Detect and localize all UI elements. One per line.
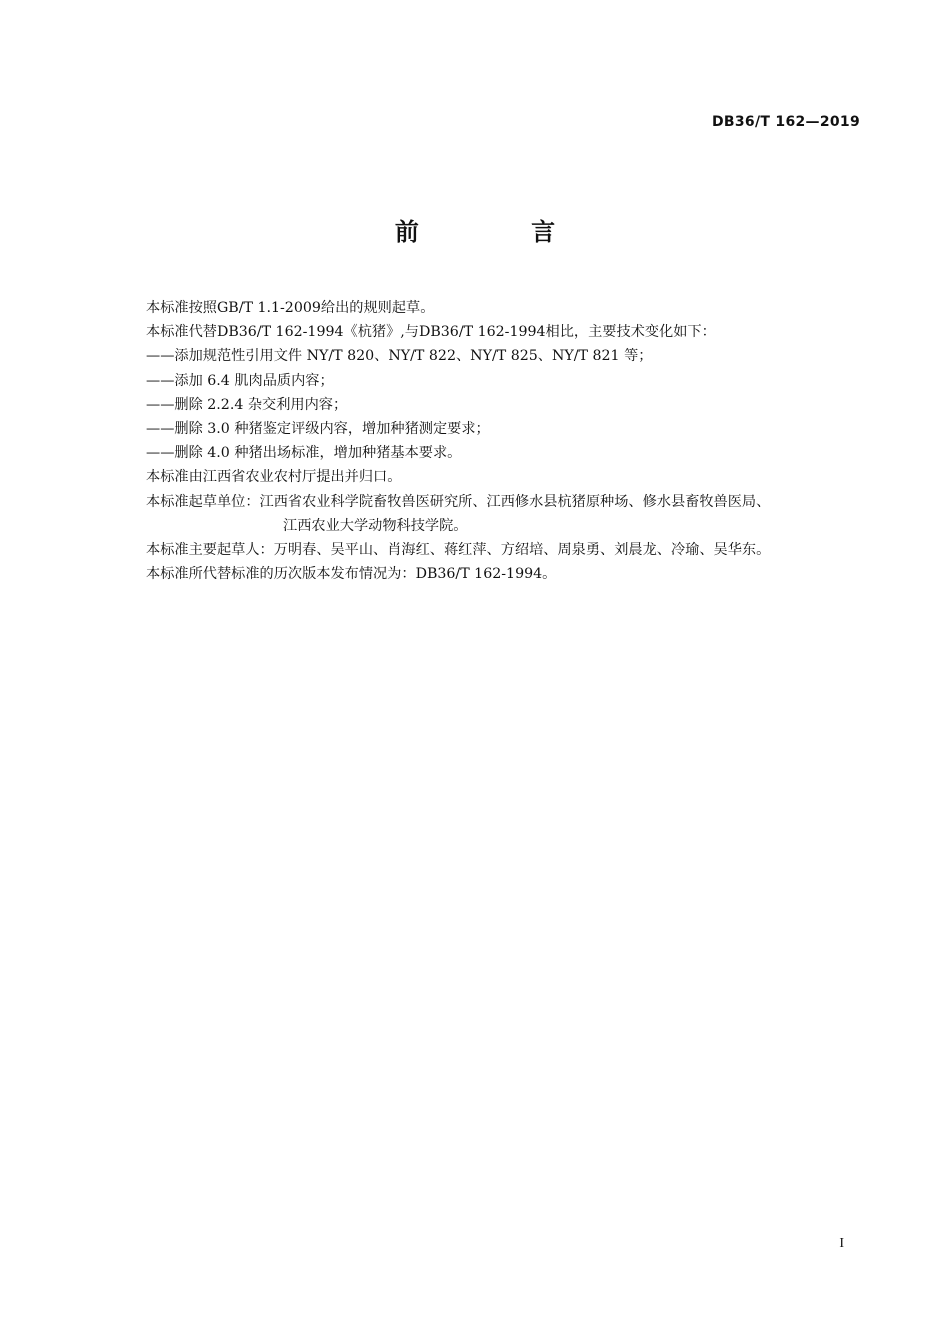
- paragraph-drafting-units: 本标准起草单位：江西省农业科学院畜牧兽医研究所、江西修水县杭猪原种场、修水县畜牧兽医局、: [146, 493, 771, 510]
- page-number: I: [839, 1236, 844, 1251]
- page-title: 前 言: [394, 218, 608, 246]
- paragraph-proposer: 本标准由江西省农业农村厅提出并归口。: [146, 469, 402, 486]
- paragraph-drafters: 本标准主要起草人：万明春、吴平山、肖海红、蒋红萍、方绍培、周泉勇、刘晨龙、冷瑜、吴华东。: [146, 542, 771, 559]
- paragraph-drafting-units-continued: 江西农业大学动物科技学院。: [283, 517, 468, 534]
- change-item: ——删除 4.0 种猪出场标准，增加种猪基本要求。: [146, 445, 462, 462]
- foreword-body: [146, 296, 866, 586]
- paragraph-version-history: 本标准所代替标准的历次版本发布情况为：DB36/T 162-1994。: [146, 566, 557, 583]
- change-item: ——添加 6.4 肌肉品质内容；: [146, 372, 334, 389]
- change-item: ——删除 2.2.4 杂交利用内容；: [146, 396, 348, 413]
- paragraph-replacement: 本标准代替DB36/T 162-1994《杭猪》,与DB36/T 162-1994相比，主要技术变化如下：: [146, 324, 716, 341]
- paragraph-drafting-rules: 本标准按照GB/T 1.1-2009给出的规则起草。: [146, 300, 435, 316]
- change-item: ——添加规范性引用文件 NY/T 820、NY/T 822、NY/T 825、NY/T 821 等；: [146, 348, 653, 365]
- document-code: DB36/T 162—2019: [712, 114, 860, 130]
- change-item: ——删除 3.0 种猪鉴定评级内容，增加种猪测定要求；: [146, 421, 490, 438]
